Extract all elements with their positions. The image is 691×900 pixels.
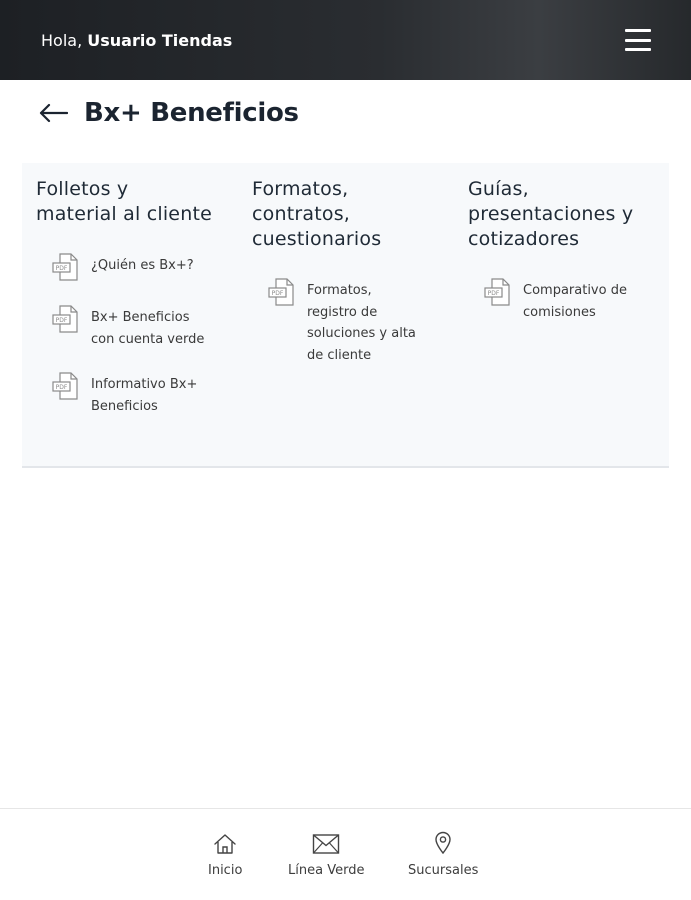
svg-text:PDF: PDF bbox=[55, 317, 68, 324]
nav-item-sucursales[interactable] bbox=[408, 829, 478, 878]
document-label-line: comisiones bbox=[523, 304, 596, 320]
document-label-line: de cliente bbox=[307, 347, 372, 363]
column-folletos bbox=[36, 177, 246, 441]
document-link-comparativo-comisiones[interactable] bbox=[483, 280, 678, 323]
document-label-line: ¿Quién es Bx+? bbox=[91, 258, 194, 273]
pdf-file-icon bbox=[483, 276, 511, 308]
column-guias bbox=[468, 177, 678, 347]
document-label-line: con cuenta verde bbox=[91, 331, 205, 347]
page-header bbox=[38, 96, 299, 130]
bottom-navigation bbox=[0, 808, 691, 900]
nav-item-linea-verde[interactable] bbox=[288, 829, 364, 878]
greeting-text bbox=[41, 31, 232, 50]
pdf-file-icon bbox=[51, 303, 79, 335]
document-label-line: Bx+ Beneficios bbox=[91, 310, 190, 325]
document-label bbox=[91, 374, 221, 417]
column-title bbox=[252, 177, 462, 252]
documents-panel bbox=[22, 163, 669, 468]
page-title: Bx+ Beneficios bbox=[84, 98, 299, 128]
document-label-line: Comparativo de bbox=[523, 283, 627, 298]
top-app-bar bbox=[0, 0, 691, 80]
pdf-file-icon bbox=[51, 251, 79, 283]
nav-label: Inicio bbox=[208, 863, 243, 878]
document-label bbox=[91, 307, 221, 350]
svg-text:PDF: PDF bbox=[55, 265, 68, 272]
nav-item-inicio[interactable] bbox=[208, 829, 242, 878]
document-label-line: Beneficios bbox=[91, 398, 158, 414]
column-title-line: contratos, bbox=[252, 203, 351, 225]
document-label-line: Informativo Bx+ bbox=[91, 377, 198, 392]
column-title bbox=[36, 177, 246, 227]
greeting-label: Hola, bbox=[41, 31, 83, 50]
column-title-line: cuestionarios bbox=[252, 228, 382, 250]
document-label-line: Formatos, bbox=[307, 283, 372, 298]
column-title-line: Formatos, bbox=[252, 178, 349, 200]
pdf-file-icon bbox=[267, 276, 295, 308]
column-title-line: cotizadores bbox=[468, 228, 580, 250]
document-label bbox=[91, 255, 221, 277]
column-title-line: presentaciones y bbox=[468, 203, 634, 225]
user-name: Usuario Tiendas bbox=[87, 31, 233, 50]
hamburger-menu-icon[interactable] bbox=[625, 29, 651, 51]
document-label-line: registro de bbox=[307, 304, 378, 320]
home-icon bbox=[213, 829, 237, 855]
document-label-line: soluciones y alta bbox=[307, 326, 416, 341]
pdf-file-icon bbox=[51, 370, 79, 402]
document-list bbox=[252, 280, 462, 366]
document-link-bx-beneficios-cuenta-verde[interactable] bbox=[51, 307, 246, 350]
column-title bbox=[468, 177, 678, 252]
column-title-line: Folletos y bbox=[36, 178, 129, 200]
nav-label: Línea Verde bbox=[288, 863, 365, 878]
column-formatos bbox=[252, 177, 462, 390]
document-list bbox=[468, 280, 678, 323]
svg-text:PDF: PDF bbox=[55, 384, 68, 391]
svg-text:PDF: PDF bbox=[487, 290, 500, 297]
document-list bbox=[36, 255, 246, 417]
map-pin-icon bbox=[434, 829, 452, 855]
document-label bbox=[523, 280, 653, 323]
envelope-icon bbox=[312, 829, 340, 855]
document-link-informativo[interactable] bbox=[51, 374, 246, 417]
document-link-formatos-registro[interactable] bbox=[267, 280, 462, 366]
arrow-left-icon[interactable] bbox=[38, 101, 70, 125]
document-link-quien-es[interactable] bbox=[51, 255, 246, 283]
column-title-line: material al cliente bbox=[36, 203, 212, 225]
nav-label: Sucursales bbox=[408, 863, 479, 878]
document-label bbox=[307, 280, 437, 366]
column-title-line: Guías, bbox=[468, 178, 529, 200]
svg-text:PDF: PDF bbox=[271, 290, 284, 297]
